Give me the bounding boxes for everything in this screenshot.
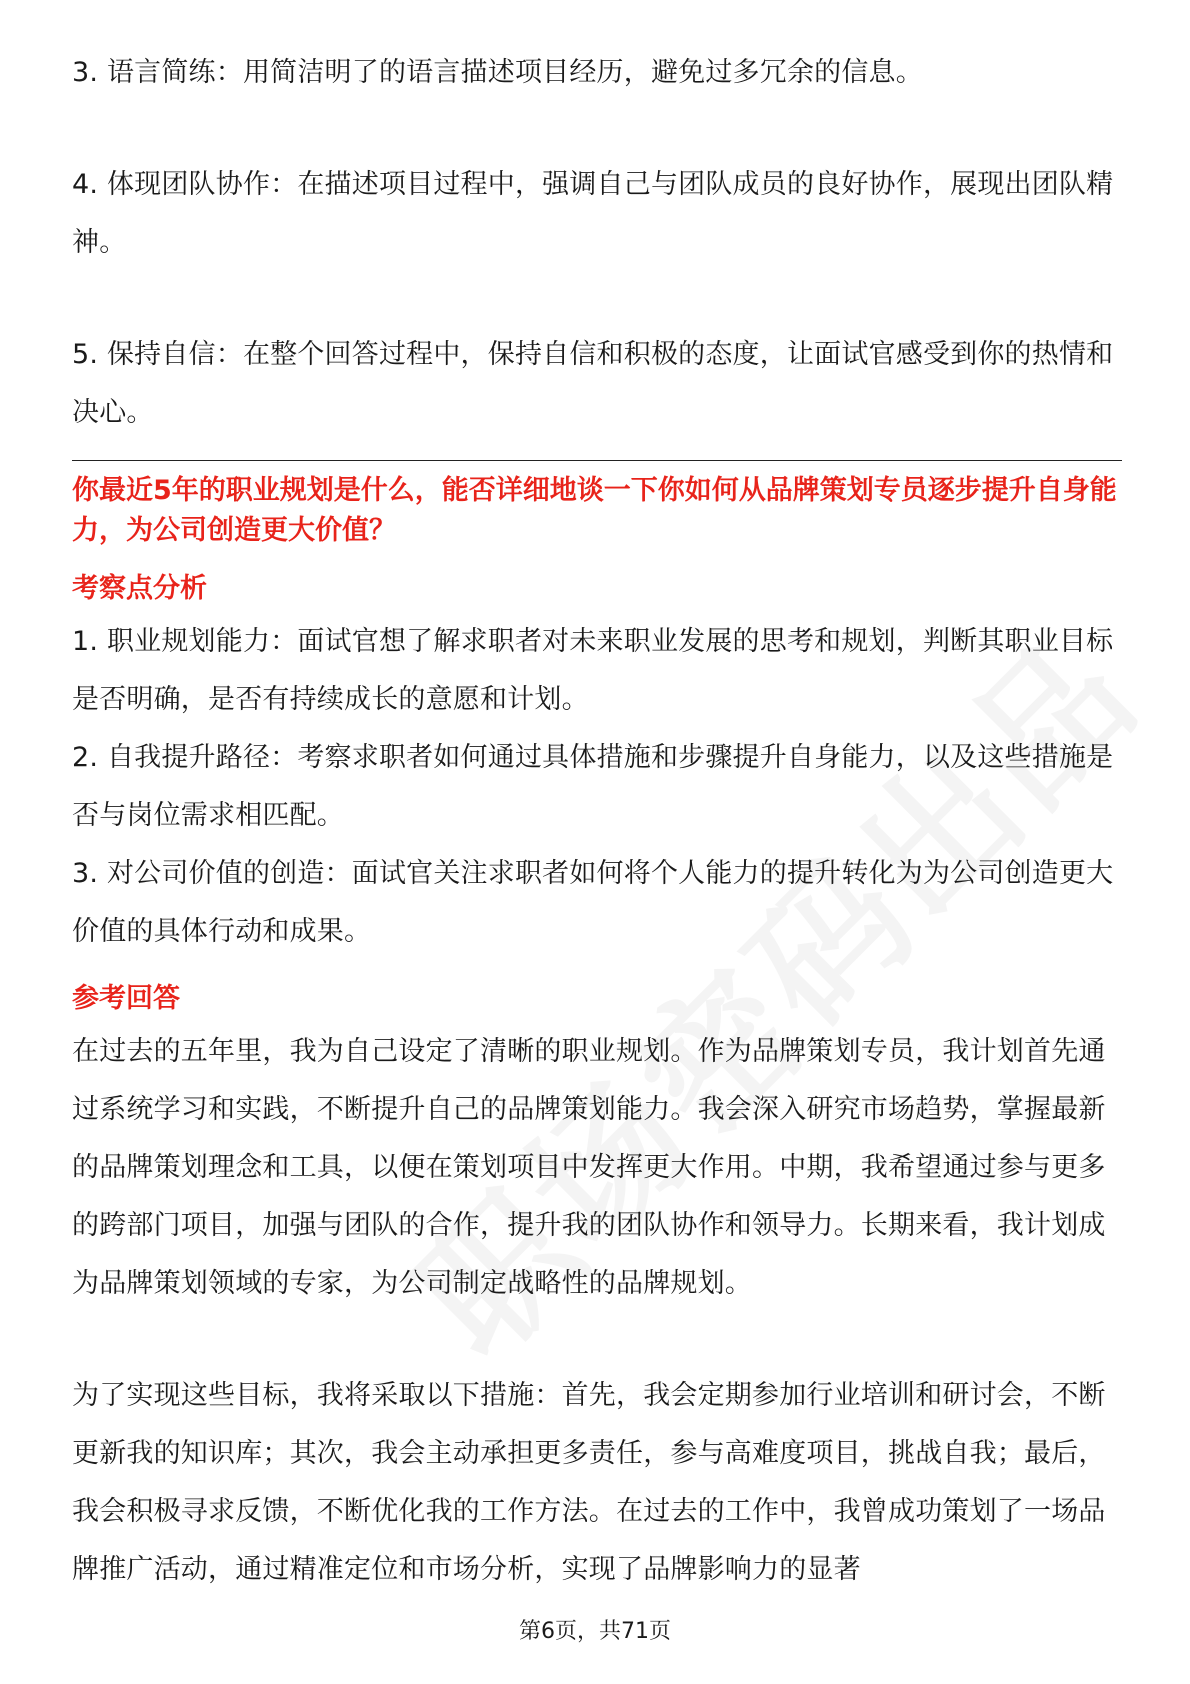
analysis-item-3: 3. 对公司价值的创造：面试官关注求职者如何将个人能力的提升转化为为公司创造更大价值的具体行动和成果。 (72, 858, 1114, 947)
answer-paragraph-1: 在过去的五年里，我为自己设定了清晰的职业规划。作为品牌策划专员，我计划首先通过系统学习和实践，不断提升自己的品牌策划能力。我会深入研究市场趋势，掌握最新的品牌策划理念和工具，以便在策划项目中发挥更大作用。中期，我希望通过参与更多的跨部门项目，加强与团队的合作，提升我的团队协作和领导力。长期来看，我计划成为品牌策划领域的专家，为公司制定战略性的品牌规划。 (72, 1036, 1106, 1299)
intro-item-3: 3. 语言简练：用简洁明了的语言描述项目经历，避免过多冗余的信息。 (72, 57, 923, 88)
answer-heading: 参考回答 (72, 983, 180, 1014)
analysis-item-2: 2. 自我提升路径：考察求职者如何通过具体措施和步骤提升自身能力，以及这些措施是否与岗位需求相匹配。 (72, 742, 1114, 831)
page-content (72, 44, 1122, 1599)
intro-item-5: 5. 保持自信：在整个回答过程中，保持自信和积极的态度，让面试官感受到你的热情和决心。 (72, 339, 1114, 428)
page-number-footer: 第6页，共71页 (519, 1619, 671, 1644)
answer-paragraph-2: 为了实现这些目标，我将采取以下措施：首先，我会定期参加行业培训和研讨会，不断更新我的知识库；其次，我会主动承担更多责任，参与高难度项目，挑战自我；最后，我会积极寻求反馈，不断优化我的工作方法。在过去的工作中，我曾成功策划了一场品牌推广活动，通过精准定位和市场分析，实现了品牌影响力的显著 (72, 1380, 1106, 1585)
intro-item-4: 4. 体现团队协作：在描述项目过程中，强调自己与团队成员的良好协作，展现出团队精神。 (72, 169, 1114, 258)
section-divider (72, 460, 1122, 461)
analysis-item-1: 1. 职业规划能力：面试官想了解求职者对未来职业发展的思考和规划，判断其职业目标是否明确，是否有持续成长的意愿和计划。 (72, 626, 1114, 715)
question-heading: 你最近5年的职业规划是什么，能否详细地谈一下你如何从品牌策划专员逐步提升自身能力，为公司创造更大价值？ (72, 475, 1117, 546)
analysis-heading: 考察点分析 (72, 573, 207, 604)
